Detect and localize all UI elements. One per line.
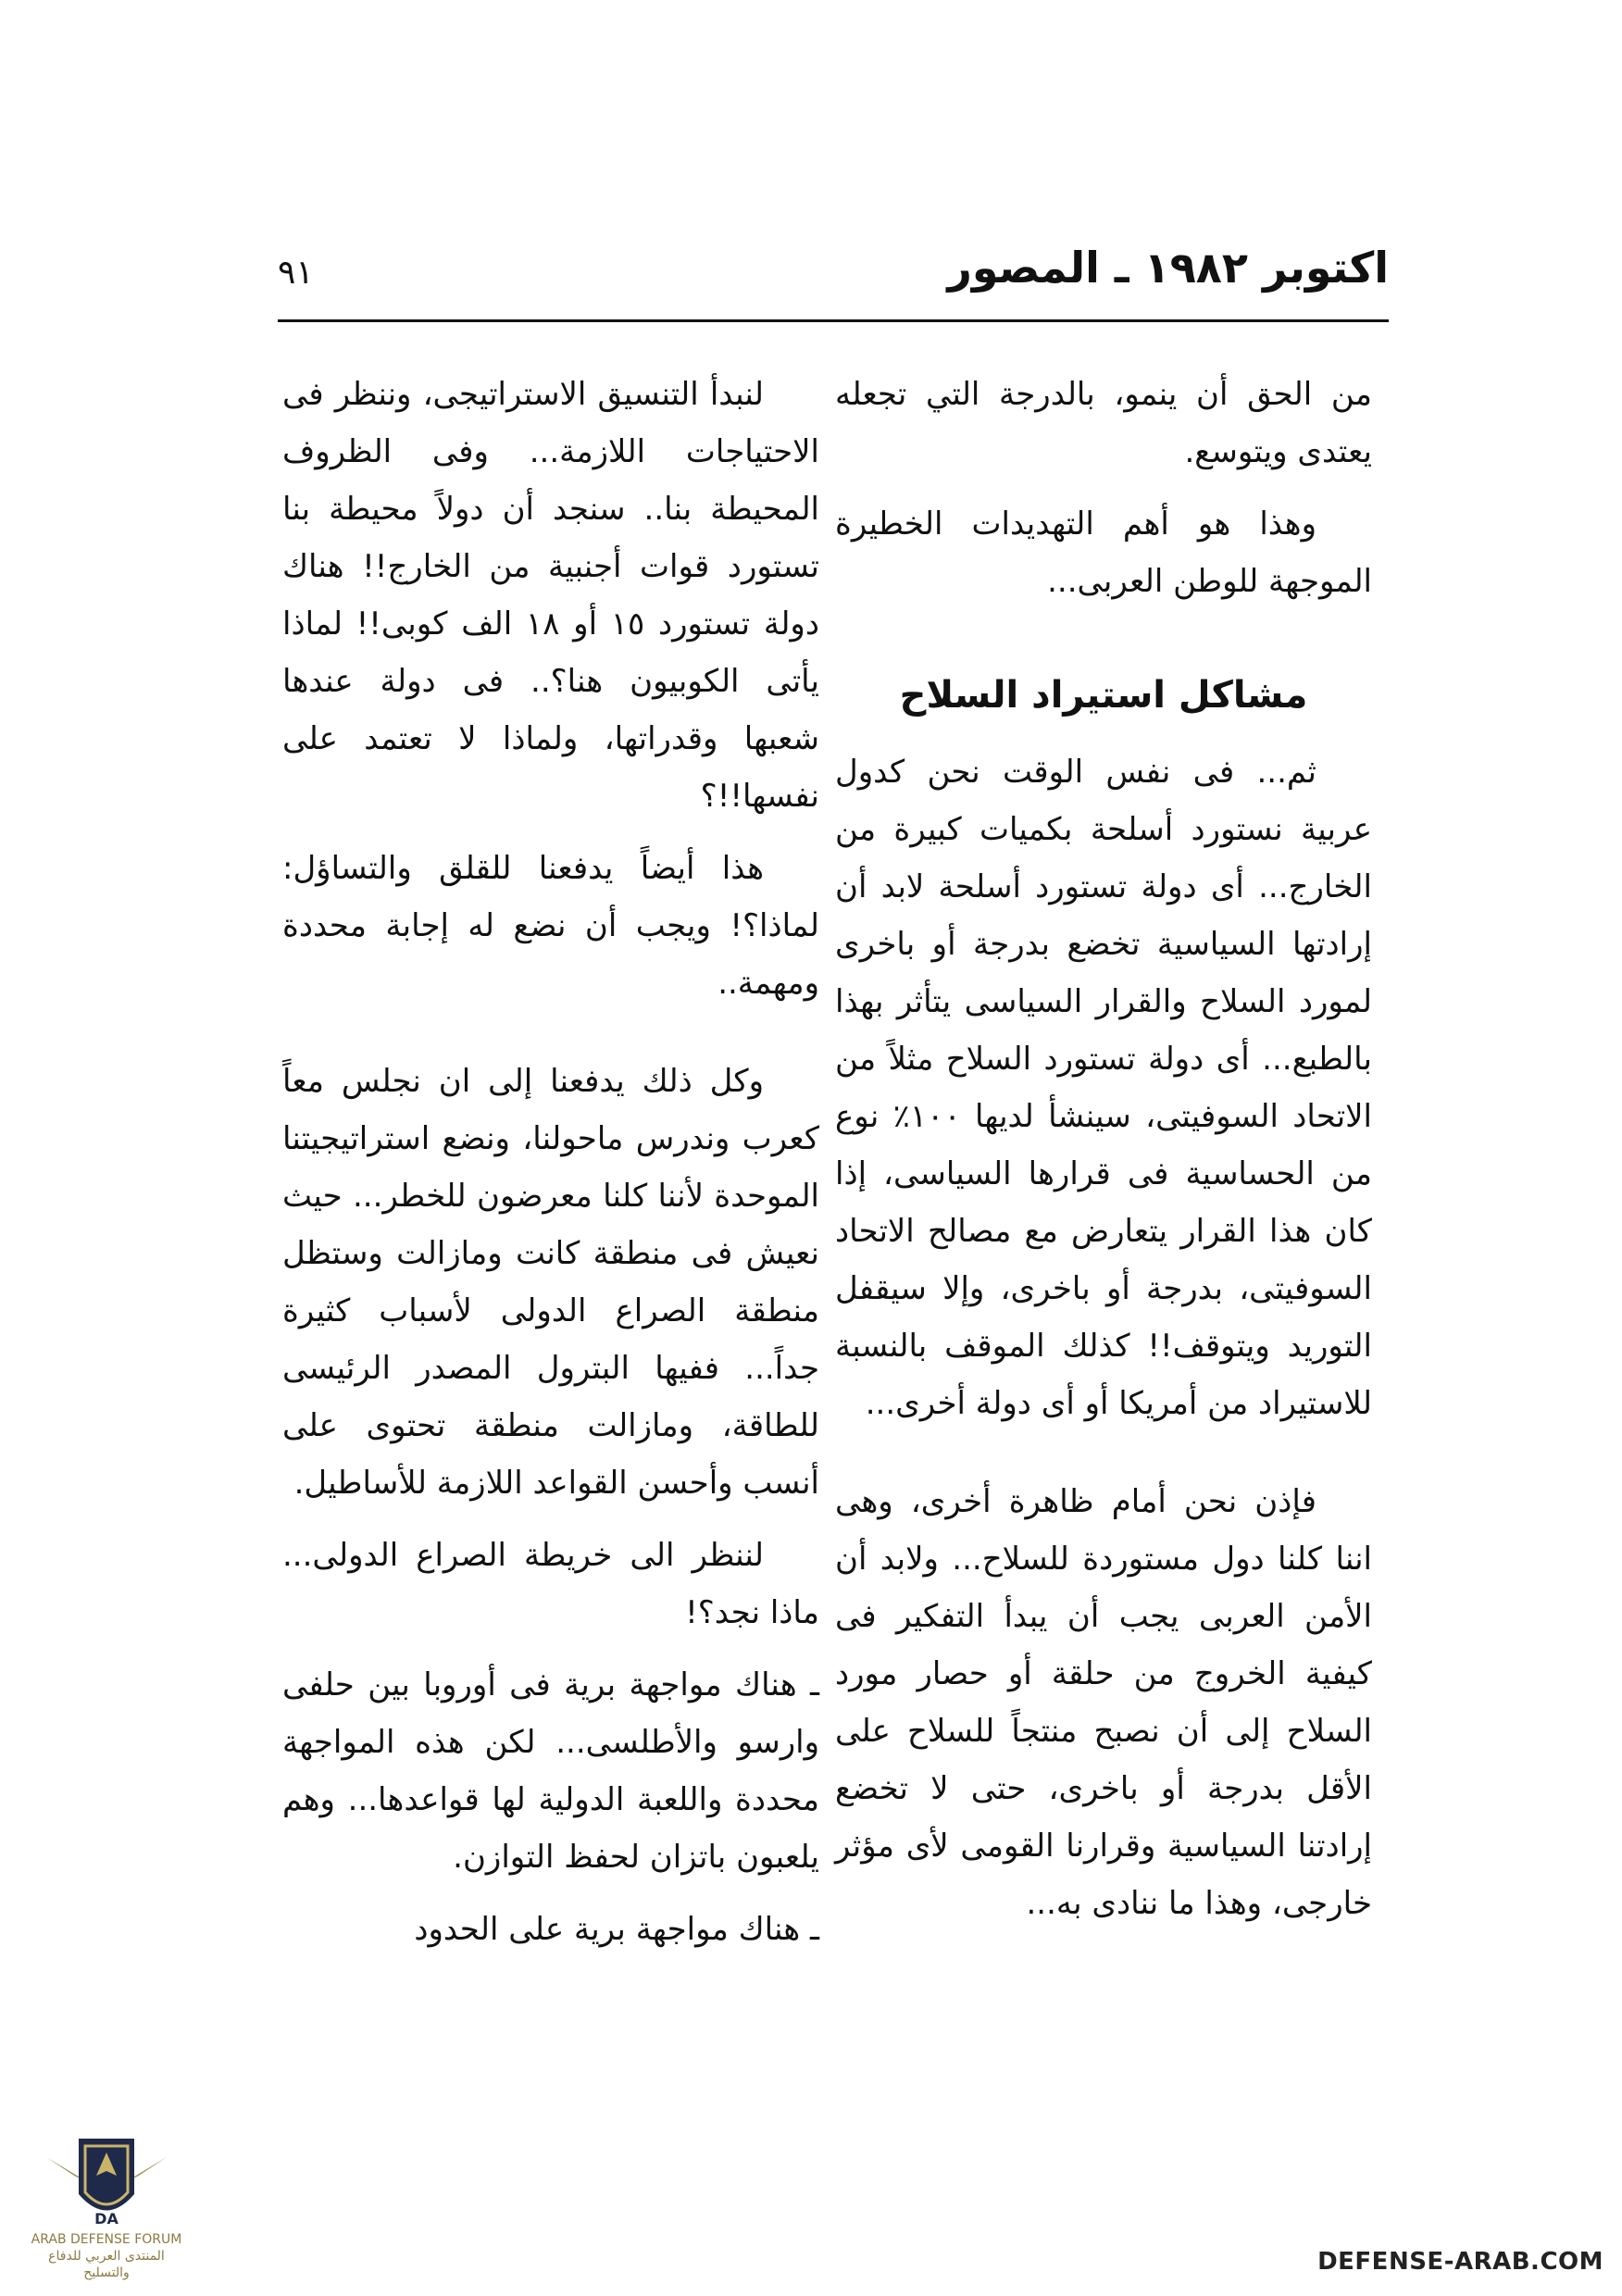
paragraph: هذا أيضاً يدفعنا للقلق والتساؤل: لماذا؟! ويجب أن نضع له إجابة محددة ومهمة.. [282,850,819,1002]
logo-name: ARAB DEFENSE FORUM [31,2232,182,2247]
paragraph: وكل ذلك يدفعنا إلى ان نجلس معاً كعرب وندرس ماحولنا، ونضع استراتيجيتنا الموحدة لأننا كلنا معرضون للخطر... حيث نعيش فى منطقة كانت ومازالت وستظل منطقة الصراع الدولى لأسباب كثيرة جداً... ففيها البترول المصدر الرئيسى للطاقة، ومازالت منطقة تحتوى على أنسب وأحسن القواعد اللازمة للأساطيل. [282,1063,819,1502]
left-column [282,366,819,1973]
watermark-url: DEFENSE-ARAB.COM [1317,2248,1603,2276]
paragraph: وهذا هو أهم التهديدات الخطيرة الموجهة للوطن العربى... [835,505,1372,600]
paragraph: لنبدأ التنسيق الاستراتيجى، وننظر فى الاحتياجات اللازمة... وفى الظروف المحيطة بنا.. سنجد أن دولاً محيطة بنا تستورد قوات أجنبية من الخارج!! هناك دولة تستورد ١٥ أو ١٨ الف كوبى!! لماذا يأتى الكوبيون هنا؟.. فى دولة عندها شعبها وقدراتها، ولماذا لا تعتمد على نفسها!!؟ [282,376,819,815]
page-number: ٩١ [278,254,314,292]
logo-initials: DA [94,2210,119,2227]
right-column [835,366,1372,1947]
header-rule [278,319,1389,322]
watermark-text [28,2231,185,2281]
paragraph: ثم... فى نفس الوقت نحن كدول عربية نستورد أسلحة بكميات كبيرة من الخارج... أى دولة تستورد أسلحة لابد أن إرادتها السياسية تخضع بدرجة أو باخرى لمورد السلاح والقرار السياسى يتأثر بهذا بالطبع... أى دولة تستورد السلاح مثلاً من الاتحاد السوفيتى، سينشأ لديها ١٠٠٪ نوع من الحساسية فى قرارها السياسى، إذا كان هذا القرار يتعارض مع مصالح الاتحاد السوفيتى، بدرجة أو باخرى، وإلا سيقفل التوريد ويتوقف!! كذلك الموقف بالنسبة للاستيراد من أمريكا أو أى دولة أخرى... [835,754,1372,1422]
page-header [278,243,1389,307]
list-item: ـ هناك مواجهة برية على الحدود [414,1911,819,1948]
section-heading: مشاكل استيراد السلاح [899,674,1308,717]
paragraph-gap [835,1447,1372,1473]
logo-arabic: المنتدى العربي للدفاع والتسليح [48,2249,165,2280]
list-item: ـ هناك مواجهة برية فى أوروبا بين حلفى وارسو والأطلسى... لكن هذه المواجهة محددة واللعبة الدولية لها قواعدها... وهم يلعبون باتزان لحفظ التوازن. [282,1666,819,1876]
paragraph: فإذن نحن أمام ظاهرة أخرى، وهى اننا كلنا دول مستوردة للسلاح... ولابد أن الأمن العربى يجب أن يبدأ التفكير فى كيفية الخروج من حلقة أو حصار مورد السلاح إلى أن نصبح منتجاً للسلاح على الأقل بدرجة أو باخرى، حتى لا تخضع إرادتنا السياسية وقرارنا القومى لأى مؤثر خارجى، وهذا ما ننادى به... [835,1483,1372,1922]
paragraph: لننظر الى خريطة الصراع الدولى... ماذا نجد؟! [282,1537,819,1631]
paragraph: من الحق أن ينمو، بالدرجة التي تجعله يعتدى ويتوسع. [835,376,1372,470]
header-title: اكتوبر ١٩٨٢ ـ المصور [947,243,1389,293]
paragraph-gap [282,1027,819,1053]
